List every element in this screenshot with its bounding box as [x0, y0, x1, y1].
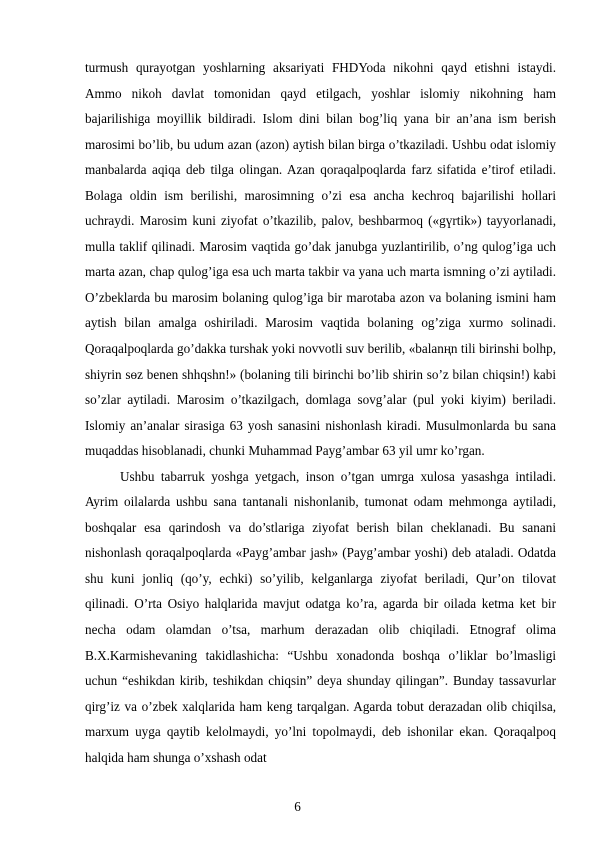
page-number: 6: [294, 799, 301, 814]
paragraph-1: turmush qurayotgan yoshlarning aksariyati FHDYoda nikohni qayd etishni istaydi. Ammo nikoh davlat tomonidan qayd etilgach, yoshlar islomiy nikohning ham bajarilishiga moyillik bildiradi. Islom dini bilan bog’liq yana bir an’ana ism berish marosimi bo’lib, bu udum azan (azon) aytish bilan birga o’tkaziladi. Ushbu odat islomiy manbalarda aqiqa deb tilga olingan. Azan qoraqalpoqlarda farz sifatida e’tirof etiladi. Bolaga oldin ism berilishi, marosimning o’zi esa ancha kechroq bajarilishi hollari uchraydi. Marosim kuni ziyofat o’tkazilib, palov, beshbarmoq («gүrtik») tayyorlanadi, mulla taklif qilinadi. Marosim vaqtida go’dak janubga yuzlantirilib, o’ng qulog’iga uch marta azan, chap qulog’iga esa uch marta takbir va yana uch marta ismning o’zi aytiladi. O’zbeklarda bu marosim bolaning qulog’iga bir marotaba azon va bolaning ismini ham aytish bilan amalga oshiriladi. Marosim vaqtida bolaning og’ziga xurmo solinadi. Qoraqalpoqlarda go’dakka turshak yoki novvotli suv berilib, «balanңn tili birinshi bolhp, shiyrin sөz benen shhqshn!» (bolaning tili birinchi bo’lib shirin so’z bilan chiqsin!) kabi so’zlar aytiladi. Marosim o’tkazilgach, domlaga sovg’alar (pul yoki kiyim) beriladi. Islomiy an’analar sirasiga 63 yosh sanasini nishonlash kiradi. Musulmonlarda bu sana muqaddas hisoblanadi, chunki Muhammad Payg’ambar 63 yil umr ko’rgan.: [85, 60, 556, 459]
document-body: [85, 55, 556, 770]
paragraph-2: Ushbu tabarruk yoshga yetgach, inson o’tgan umrga xulosa yasashga intiladi. Ayrim oilalarda ushbu sana tantanali nishonlanib, tumonat odam mehmonga aytiladi, boshqalar esa qarindosh va do’stlariga ziyofat berish bilan cheklanadi. Bu sanani nishonlash qoraqalpoqlarda «Payg’ambar jash» (Payg’ambar yoshi) deb ataladi. Odatda shu kuni jonliq (qo’y, echki) so’yilib, kelganlarga ziyofat beriladi, Qur’on tilovat qilinadi. O’rta Osiyo halqlarida mavjut odatga ko’ra, agarda bir oilada ketma ket bir necha odam olamdan o’tsa, marhum derazadan olib chiqiladi. Etnograf olima B.X.Karmishevaning takidlashicha: “Ushbu xonadonda boshqa o’liklar bo’lmasligi uchun “eshikdan kirib, teshikdan chiqsin” deya shunday qilingan”. Bunday tassavurlar qirg’iz va o’zbek xalqlarida ham keng tarqalgan. Agarda tobut derazadan olib chiqilsa, marxum uyga qaytib kelolmaydi, yo’lni topolmaydi, deb ishonilar ekan. Qoraqalpoq halqida ham shunga o’xshash odat: [85, 468, 556, 765]
